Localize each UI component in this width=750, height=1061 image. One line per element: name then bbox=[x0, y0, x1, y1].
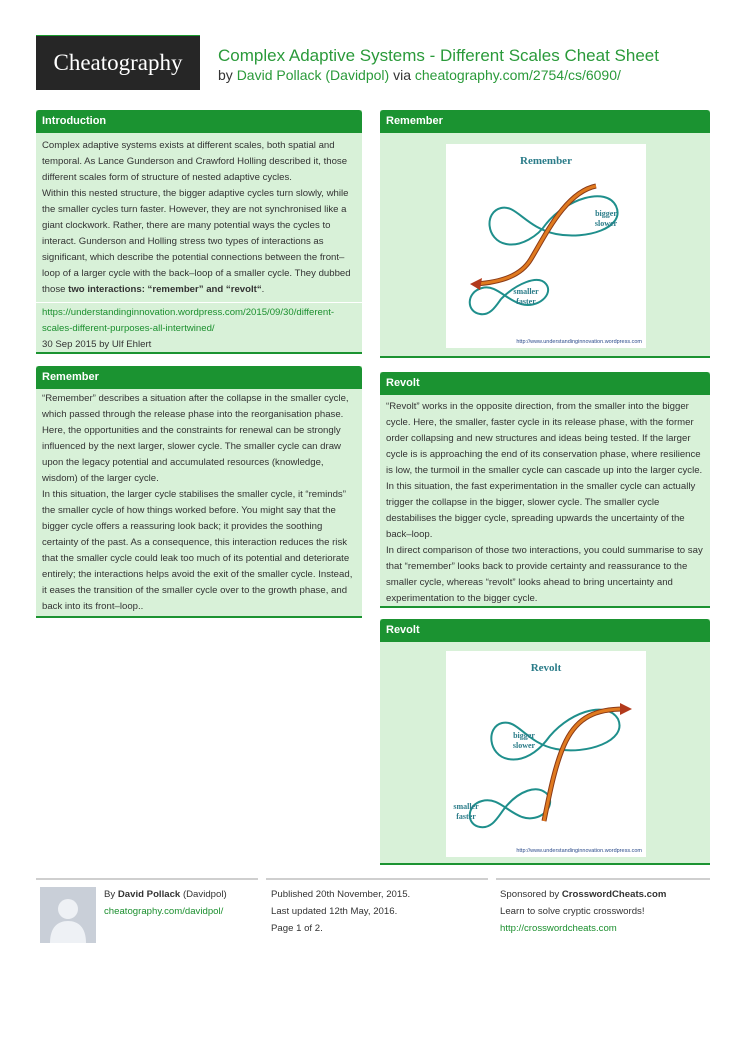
intro-paragraph-1: Complex adaptive systems exists at different scales, both spatial and temporal. As Lance Gunderson and Crawford Holling described it, those different scales form of structure of nested adaptive cycles. bbox=[42, 140, 348, 183]
revolt-figure-heading: Revolt bbox=[380, 619, 710, 642]
revolt-diagram bbox=[446, 651, 646, 857]
remember-credit: http://www.understandinginnovation.wordpress.com bbox=[516, 339, 642, 345]
slower-label: slower bbox=[512, 741, 536, 750]
remember-paragraph-2: In this situation, the larger cycle stabilises the smaller cycle, it “reminds” the smaller cycle of how things worked before. You might say that the bigger cycle offers a reassuring look back; it provides the soothing certainty of the past. As a consequence, this interaction reduces the risk that the smaller cycle could leak too much of its potential and deteriorate entirely; the interactions helps avoid the exit of the smaller cycle. Instead, it eases the transition of the smaller cycle over to the growth phase, and back into its front–loop.. bbox=[42, 489, 353, 612]
introduction-heading: Introduction bbox=[36, 110, 362, 133]
smaller-label: smaller bbox=[453, 802, 479, 811]
remember-paragraph-1: “Remember” describes a situation after the collapse in the smaller cycle, which passed through the release phase into the reorganisation phase. Here, the opportunities and the constraints for renewal can be strongly influenced by the next larger, slower cycle. The smaller cycle can draw upon the legacy potential and accumulated resources (knowledge, wisdom) of the larger cycle. bbox=[42, 393, 349, 484]
remember-diagram bbox=[446, 144, 646, 348]
revolt-text bbox=[380, 395, 710, 607]
revolt-figure-panel bbox=[380, 619, 710, 865]
revolt-arrow bbox=[544, 709, 624, 821]
smaller-label: smaller bbox=[513, 287, 539, 296]
revolt-paragraph-3: In direct comparison of those two interactions, you could summarise to say that “remember” looks back to provide certainty and reassurance to the smaller cycle, whereas “revolt” looks ahead to bring uncertainty and experimentation to the bigger cycle. bbox=[386, 545, 703, 604]
revolt-text-panel bbox=[380, 372, 710, 608]
page-number: Page 1 of 2. bbox=[271, 923, 323, 934]
published-date: Published 20th November, 2015. bbox=[271, 889, 411, 900]
slower-label: slower bbox=[594, 219, 618, 228]
remember-arrowhead bbox=[470, 278, 482, 290]
author-link[interactable]: David Pollack (Davidpol) bbox=[236, 67, 390, 83]
panel-divider bbox=[36, 616, 362, 618]
revolt-arrowhead bbox=[620, 703, 632, 715]
intro-source bbox=[36, 302, 362, 357]
author-avatar[interactable] bbox=[40, 887, 96, 943]
panel-divider bbox=[36, 352, 362, 354]
revolt-paragraph-1: “Revolt” works in the opposite direction, from the smaller into the bigger cycle. Here, the smaller, faster cycle in its release phase, with the former order collapsing and new structures and ideas being tested. If the larger cycle is is approaching the end of its conservation phase, where resilience is low, the turmoil in the smaller cycle can cascade up into the larger cycle. bbox=[386, 401, 703, 476]
panel-divider bbox=[380, 863, 710, 865]
panel-divider bbox=[380, 606, 710, 608]
intro-bold-phrase: two interactions: “remember” and “revolt“ bbox=[68, 284, 262, 295]
footer-rule-1 bbox=[36, 878, 258, 880]
bigger-cycle-loop bbox=[491, 710, 619, 760]
faster-label: faster bbox=[516, 297, 536, 306]
revolt-paragraph-2: In this situation, the fast experimentation in the smaller cycle can actually trigger the collapse in the bigger, slower cycle. The smaller cycle destabilises the bigger cycle, spreading upwards the uncertainty of the back–loop. bbox=[386, 481, 696, 540]
remember-diagram-title: Remember bbox=[520, 155, 572, 167]
byline-via: via bbox=[393, 67, 411, 83]
faster-label: faster bbox=[456, 812, 476, 821]
revolt-credit: http://www.understandinginnovation.wordpress.com bbox=[516, 848, 642, 854]
footer-rule-2 bbox=[266, 878, 488, 880]
footer-author-name: David Pollack bbox=[117, 889, 181, 900]
remember-text bbox=[36, 389, 362, 615]
footer-author-handle: (Davidpol) bbox=[182, 889, 227, 900]
remember-heading: Remember bbox=[36, 366, 362, 389]
footer-dates bbox=[271, 886, 410, 937]
remember-text-panel bbox=[36, 366, 362, 618]
sponsor-name: CrosswordCheats.com bbox=[561, 889, 667, 900]
introduction-text bbox=[36, 133, 362, 298]
sponsored-by: Sponsored by bbox=[500, 889, 560, 900]
bigger-label: bigger bbox=[595, 209, 617, 218]
remember-figure-panel bbox=[380, 110, 710, 358]
updated-date: Last updated 12th May, 2016. bbox=[271, 906, 398, 917]
byline-by: by bbox=[218, 67, 233, 83]
revolt-diagram-title: Revolt bbox=[530, 662, 562, 674]
avatar-silhouette-icon bbox=[40, 887, 96, 943]
page-title: Complex Adaptive Systems - Different Scales Cheat Sheet bbox=[218, 46, 659, 65]
intro-paragraph-2: Within this nested structure, the bigger adaptive cycles turn slowly, while the smaller cycles turn faster. However, they are not synchronised like a giant clockwork. Rather, there are many potential ways the cycles to interact. Gunderson and Holling stress two types of interactions as significant, which describe the potential connections between the front–loop of a larger cycle with the back–loop of a smaller cycle. They dubbed those bbox=[42, 188, 351, 295]
footer-rule-3 bbox=[496, 878, 710, 880]
footer-author-link[interactable]: cheatography.com/davidpol/ bbox=[104, 906, 224, 917]
cheatography-logo[interactable]: Cheatography bbox=[36, 36, 200, 90]
footer-author bbox=[104, 886, 227, 920]
intro-source-date: 30 Sep 2015 by Ulf Ehlert bbox=[42, 339, 152, 350]
remember-figure-heading: Remember bbox=[380, 110, 710, 133]
bigger-label: bigger bbox=[513, 731, 535, 740]
panel-divider bbox=[380, 356, 710, 358]
footer-by: By bbox=[104, 889, 116, 900]
revolt-heading: Revolt bbox=[380, 372, 710, 395]
sponsor-tagline: Learn to solve cryptic crosswords! bbox=[500, 906, 645, 917]
sponsor-link[interactable]: http://crosswordcheats.com bbox=[500, 923, 617, 934]
intro-source-link[interactable]: https://understandinginnovation.wordpress.com/2015/09/30/different-scales-different-purposes-all-intertwined/ bbox=[42, 307, 335, 334]
introduction-panel bbox=[36, 110, 362, 354]
sheet-url-link[interactable]: cheatography.com/2754/cs/6090/ bbox=[414, 67, 621, 83]
intro-paragraph-end: . bbox=[261, 284, 265, 295]
byline bbox=[218, 67, 621, 83]
smaller-cycle-loop bbox=[470, 789, 550, 827]
footer-sponsor bbox=[500, 886, 666, 937]
